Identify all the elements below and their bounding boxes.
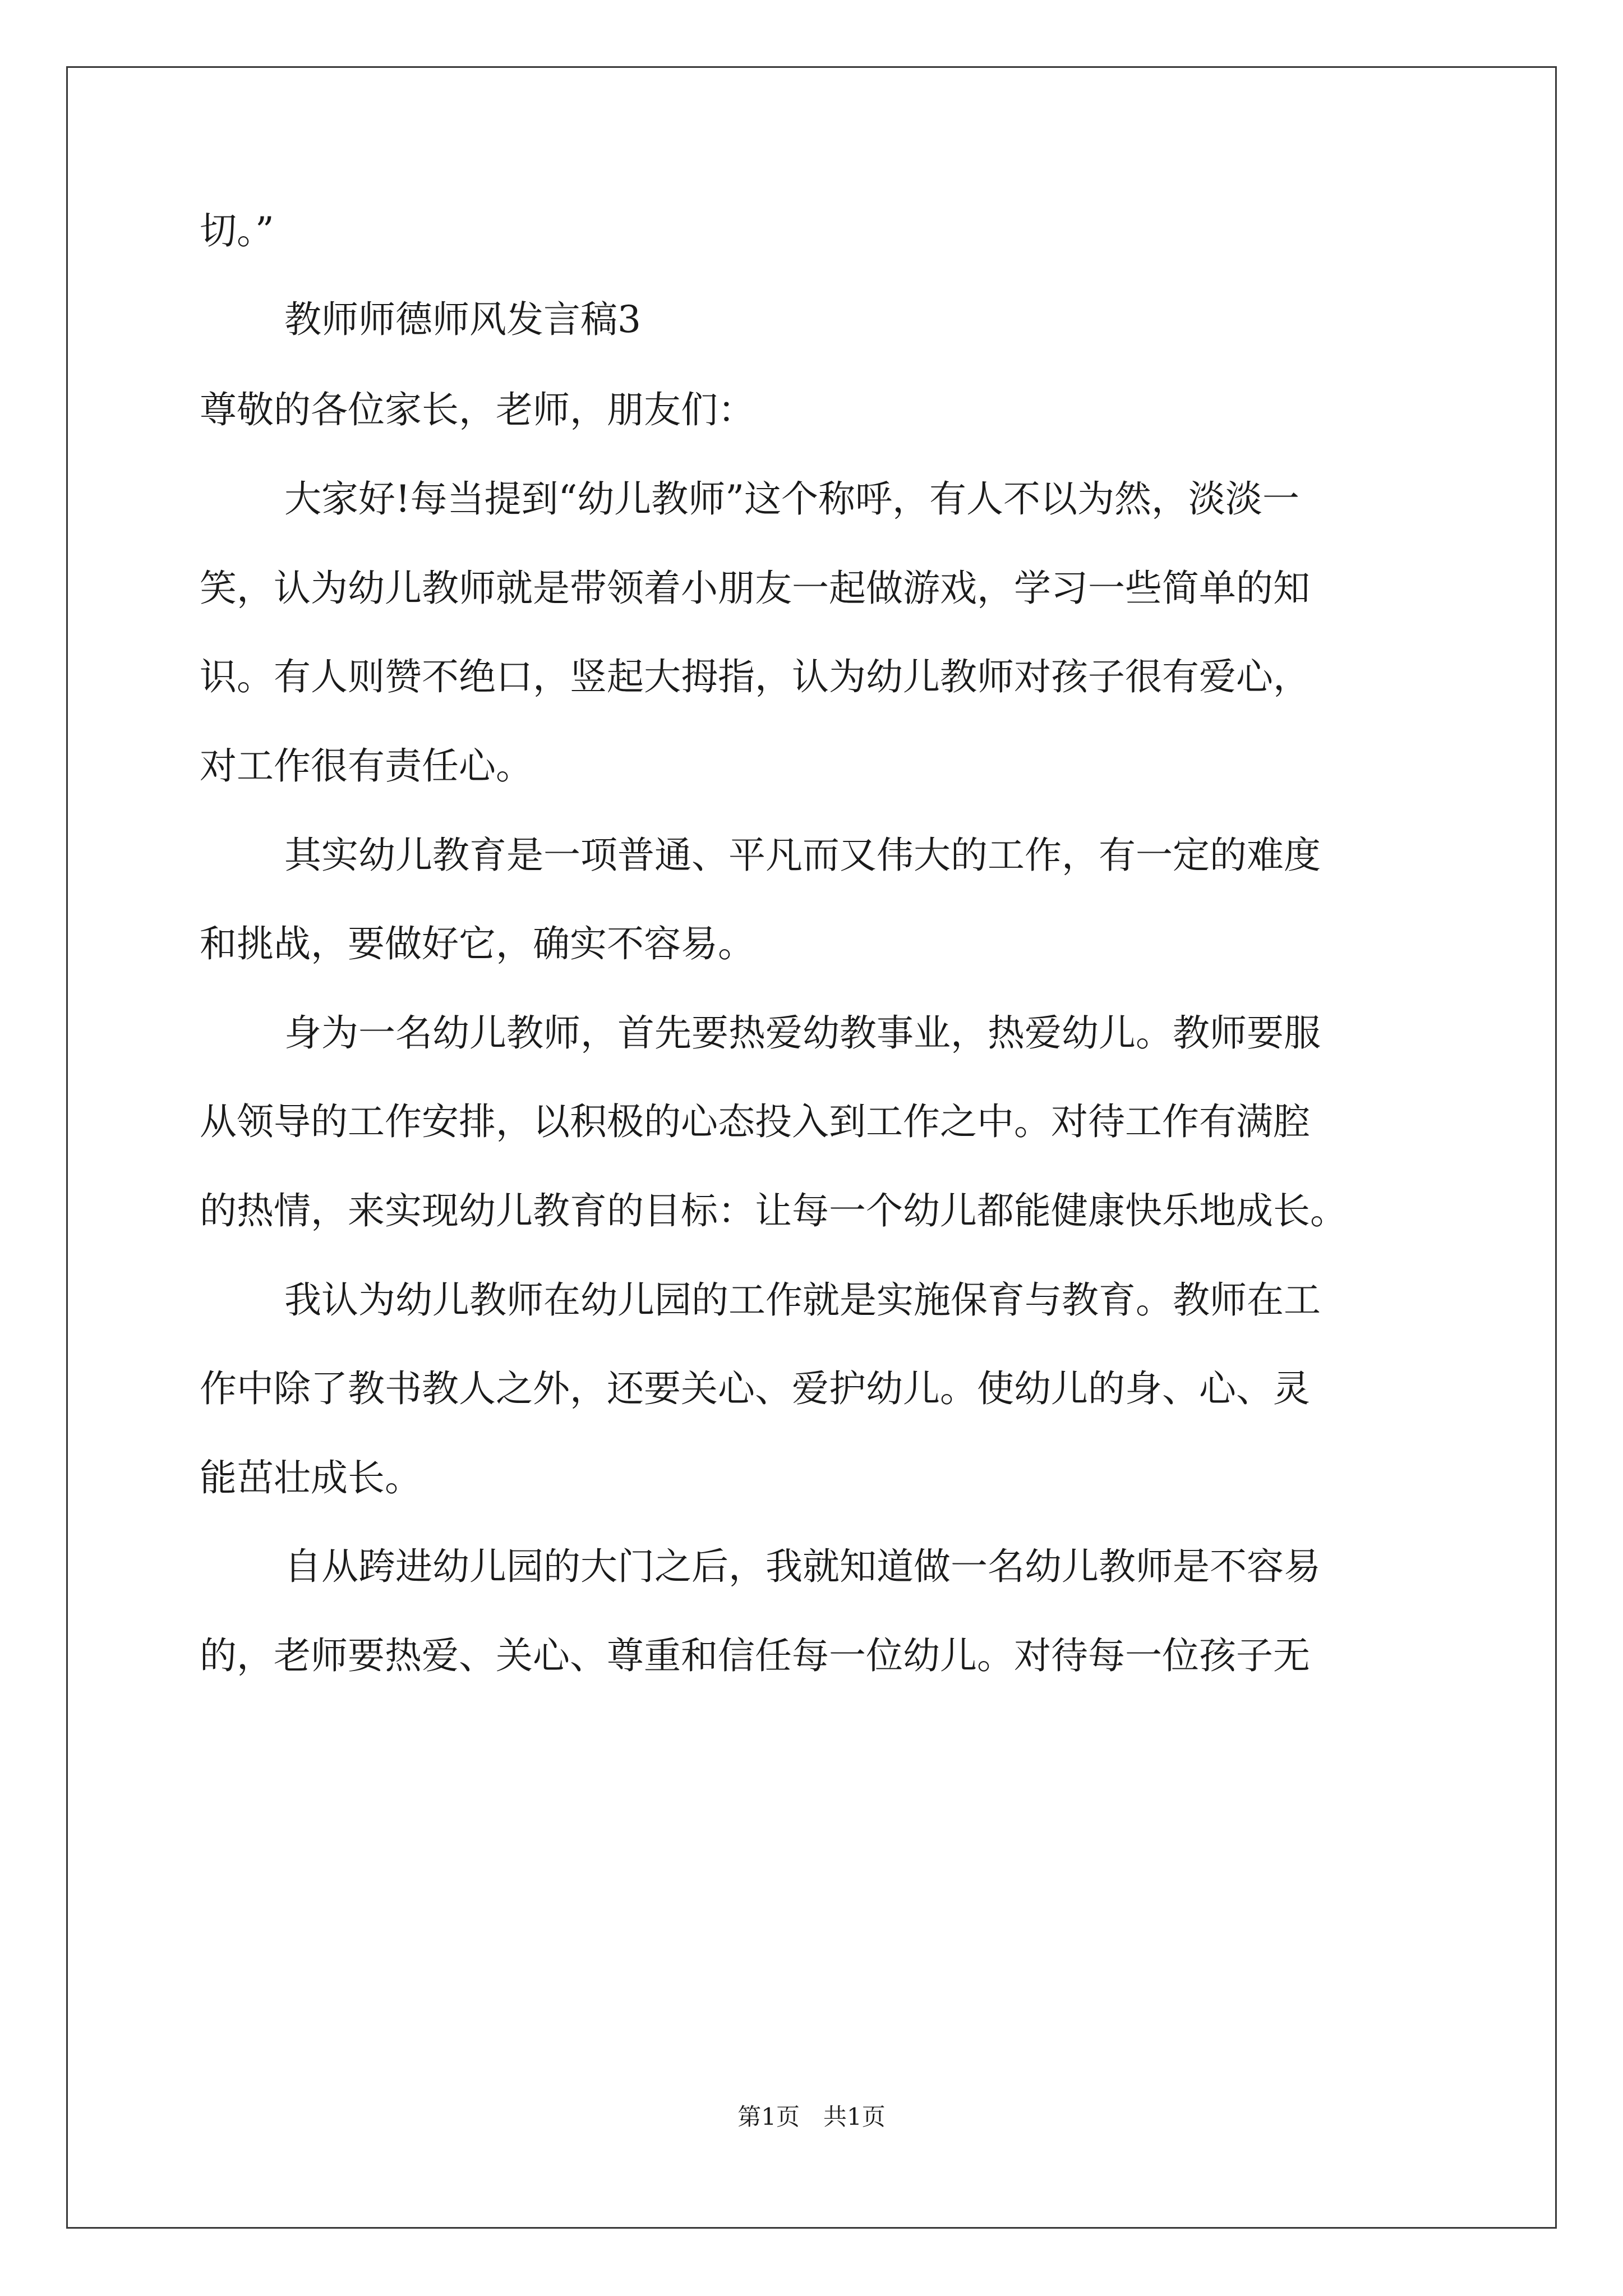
page-number-footer: 第1页 共1页 [737, 2103, 886, 2131]
text-line: 身为一名幼儿教师，首先要热爱幼教事业，热爱幼儿。教师要服 [284, 1011, 1321, 1055]
text-line: 我认为幼儿教师在幼儿园的工作就是实施保育与教育。教师在工 [284, 1278, 1321, 1322]
text-line: 的热情，来实现幼儿教育的目标：让每一个幼儿都能健康快乐地成长。 [200, 1189, 1347, 1232]
text-line: 笑，认为幼儿教师就是带领着小朋友一起做游戏，学习一些简单的知 [200, 567, 1310, 610]
text-line: 的，老师要热爱、关心、尊重和信任每一位幼儿。对待每一位孩子无 [200, 1634, 1310, 1677]
text-line: 能茁壮成长。 [200, 1456, 422, 1499]
salutation-line: 尊敬的各位家长，老师，朋友们： [200, 388, 755, 431]
text-line: 其实幼儿教育是一项普通、平凡而又伟大的工作，有一定的难度 [284, 834, 1321, 877]
text-line: 识。有人则赞不绝口，竖起大拇指，认为幼儿教师对孩子很有爱心， [200, 655, 1310, 698]
text-line: 对工作很有责任心。 [200, 744, 533, 788]
text-line: 作中除了教书教人之外，还要关心、爱护幼儿。使幼儿的身、心、灵 [200, 1367, 1310, 1410]
text-line: 从领导的工作安排，以积极的心态投入到工作之中。对待工作有满腔 [200, 1100, 1310, 1143]
text-line: 自从跨进幼儿园的大门之后，我就知道做一名幼儿教师是不容易 [284, 1545, 1321, 1588]
section-heading: 教师师德师风发言稿3 [284, 298, 641, 341]
text-line: 大家好!每当提到“幼儿教师”这个称呼，有人不以为然，淡淡一 [284, 477, 1300, 521]
text-line: 和挑战，要做好它，确实不容易。 [200, 922, 755, 965]
text-line: 切。” [200, 209, 274, 252]
